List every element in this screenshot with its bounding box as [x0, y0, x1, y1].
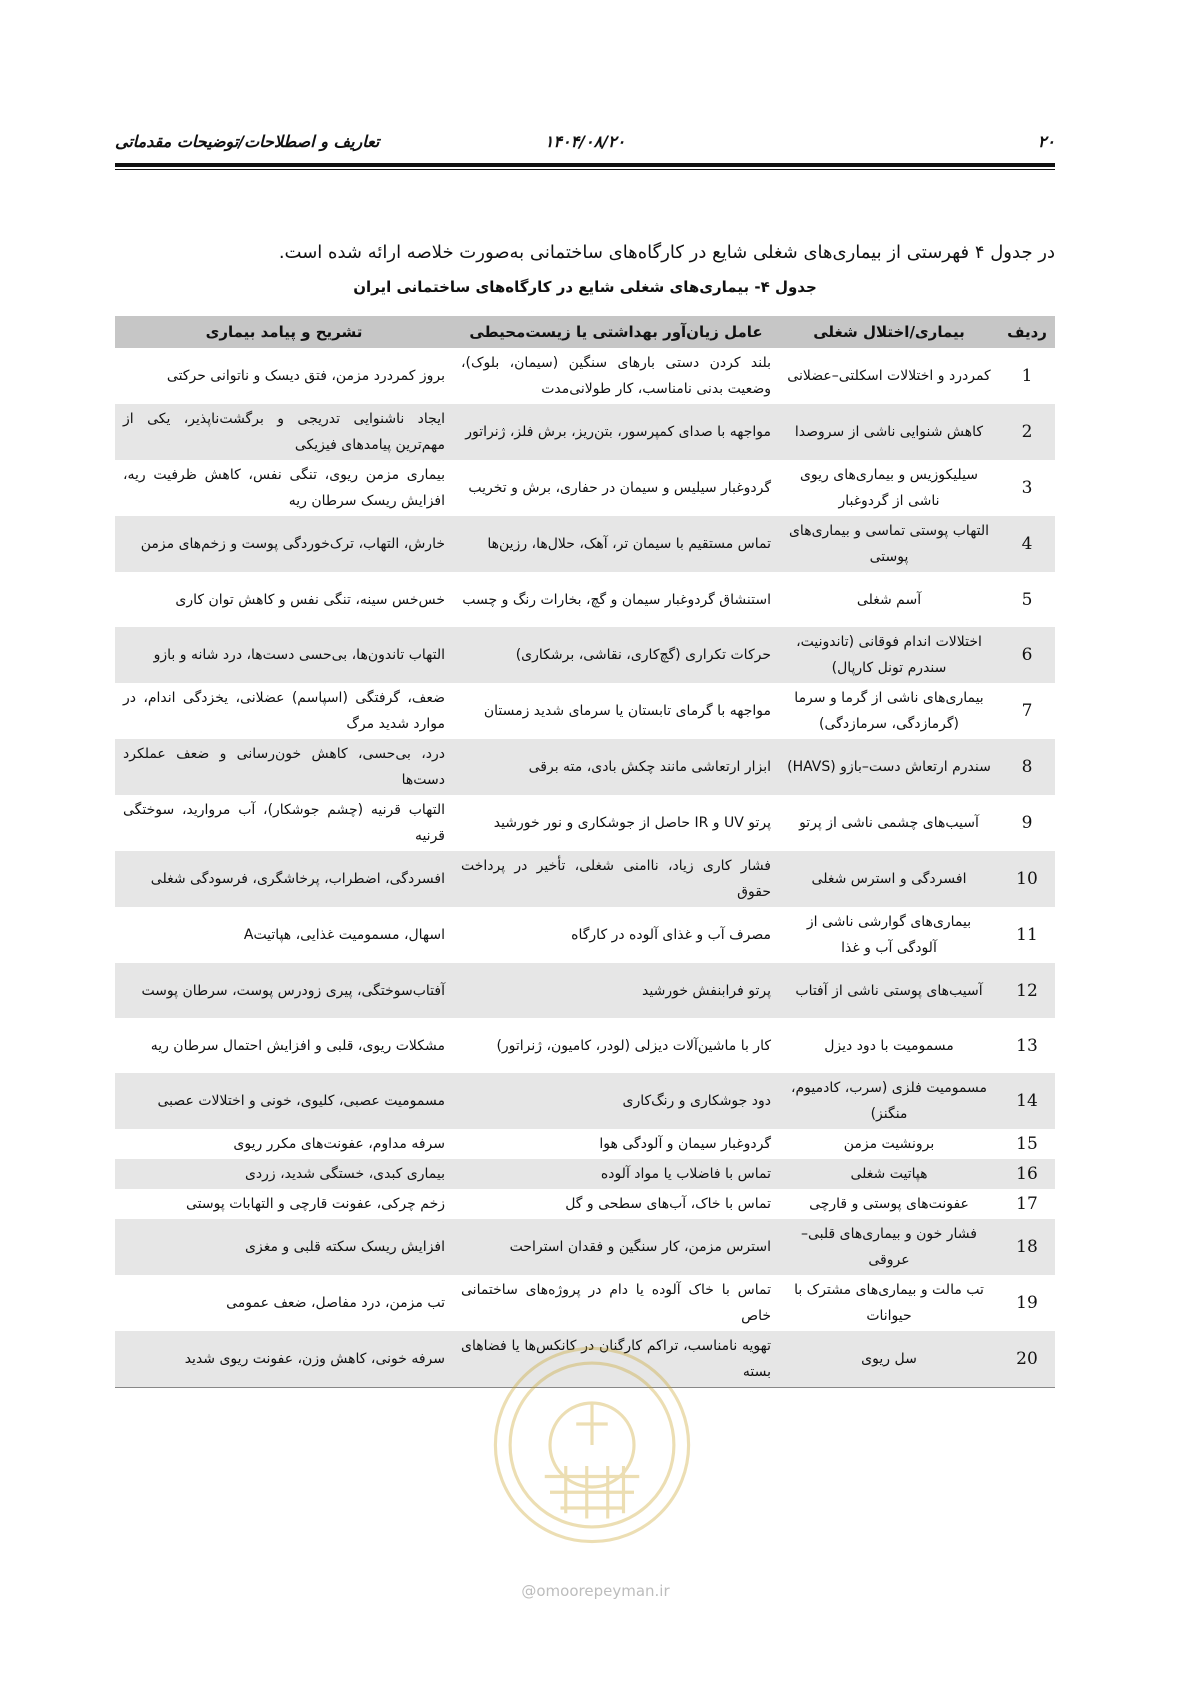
table-row: [115, 739, 1055, 795]
effect-cell: بروز کمردرد مزمن، فتق دیسک و ناتوانی حرکتی: [115, 348, 453, 404]
table-row: [115, 348, 1055, 404]
row-number-cell: 15: [999, 1129, 1055, 1159]
header-rule-thick: [115, 163, 1055, 167]
row-number-cell: 8: [999, 739, 1055, 795]
disease-cell: کاهش شنوایی ناشی از سروصدا: [779, 404, 999, 460]
table-row: [115, 572, 1055, 627]
table-row: [115, 1219, 1055, 1275]
factor-cell: استنشاق گردوغبار سیمان و گچ، بخارات رنگ و چسب: [453, 572, 779, 627]
disease-cell: التهاب پوستی تماسی و بیماری‌های پوستی: [779, 516, 999, 572]
effect-cell: سرفه مداوم، عفونت‌های مکرر ریوی: [115, 1129, 453, 1159]
header-disease: بیماری/اختلال شغلی: [779, 316, 999, 348]
table-row: [115, 1189, 1055, 1219]
effect-cell: سرفه خونی، کاهش وزن، عفونت ریوی شدید: [115, 1331, 453, 1387]
effect-cell: مسمومیت عصبی، کلیوی، خونی و اختلالات عصبی: [115, 1073, 453, 1129]
table-row: [115, 1331, 1055, 1387]
row-number-cell: 3: [999, 460, 1055, 516]
effect-cell: ایجاد ناشنوایی تدریجی و برگشت‌ناپذیر، یکی از مهم‌ترین پیامدهای فیزیکی: [115, 404, 453, 460]
effect-cell: بیماری کبدی، خستگی شدید، زردی: [115, 1159, 453, 1189]
table-row: [115, 851, 1055, 907]
effect-cell: بیماری مزمن ریوی، تنگی نفس، کاهش ظرفیت ریه، افزایش ریسک سرطان ریه: [115, 460, 453, 516]
effect-cell: خارش، التهاب، ترک‌خوردگی پوست و زخم‌های مزمن: [115, 516, 453, 572]
factor-cell: تماس با خاک، آب‌های سطحی و گل: [453, 1189, 779, 1219]
row-number-cell: 1: [999, 348, 1055, 404]
table-row: [115, 1073, 1055, 1129]
disease-cell: کمردرد و اختلالات اسکلتی–عضلانی: [779, 348, 999, 404]
row-number-cell: 17: [999, 1189, 1055, 1219]
disease-cell: مسمومیت با دود دیزل: [779, 1018, 999, 1073]
factor-cell: کار با ماشین‌آلات دیزلی (لودر، کامیون، ژنراتور): [453, 1018, 779, 1073]
row-number-cell: 11: [999, 907, 1055, 963]
disease-cell: برونشیت مزمن: [779, 1129, 999, 1159]
header-rule-thin: [115, 169, 1055, 170]
row-number-cell: 7: [999, 683, 1055, 739]
row-number-cell: 13: [999, 1018, 1055, 1073]
effect-cell: ضعف، گرفتگی (اسپاسم) عضلانی، یخزدگی اندام، در موارد شدید مرگ: [115, 683, 453, 739]
factor-cell: بلند کردن دستی بارهای سنگین (سیمان، بلوک)، وضعیت بدنی نامناسب، کار طولانی‌مدت: [453, 348, 779, 404]
row-number-cell: 5: [999, 572, 1055, 627]
table-row: [115, 516, 1055, 572]
table-row: [115, 963, 1055, 1018]
disease-cell: سیلیکوزیس و بیماری‌های ریوی ناشی از گردوغبار: [779, 460, 999, 516]
effect-cell: مشکلات ریوی، قلبی و افزایش احتمال سرطان ریه: [115, 1018, 453, 1073]
watermark-site: @omoorepeyman.ir: [521, 1582, 670, 1600]
effect-cell: تب مزمن، درد مفاصل، ضعف عمومی: [115, 1275, 453, 1331]
table-row: [115, 1129, 1055, 1159]
table-row: [115, 1159, 1055, 1189]
table-row: [115, 460, 1055, 516]
row-number-cell: 19: [999, 1275, 1055, 1331]
factor-cell: گردوغبار سیمان و آلودگی هوا: [453, 1129, 779, 1159]
factor-cell: پرتو فرابنفش خورشید: [453, 963, 779, 1018]
page-number: ۲۰: [1037, 132, 1055, 151]
factor-cell: دود جوشکاری و رنگ‌کاری: [453, 1073, 779, 1129]
factor-cell: استرس مزمن، کار سنگین و فقدان استراحت: [453, 1219, 779, 1275]
diseases-table: [115, 316, 1055, 1387]
disease-cell: سندرم ارتعاش دست–بازو (HAVS): [779, 739, 999, 795]
effect-cell: التهاب قرنیه (چشم جوشکار)، آب مروارید، سوختگی قرنیه: [115, 795, 453, 851]
header-date: ۱۴۰۴/۰۸/۲۰: [544, 132, 626, 151]
table-caption: جدول ۴- بیماری‌های شغلی شایع در کارگاه‌های ساختمانی ایران: [353, 278, 817, 296]
row-number-cell: 14: [999, 1073, 1055, 1129]
disease-cell: اختلالات اندام فوقانی (تاندونیت، سندرم تونل کارپال): [779, 627, 999, 683]
row-number-cell: 4: [999, 516, 1055, 572]
row-number-cell: 10: [999, 851, 1055, 907]
factor-cell: ابزار ارتعاشی مانند چکش بادی، مته برقی: [453, 739, 779, 795]
effect-cell: افسردگی، اضطراب، پرخاشگری، فرسودگی شغلی: [115, 851, 453, 907]
row-number-cell: 16: [999, 1159, 1055, 1189]
table-row: [115, 907, 1055, 963]
table-row: [115, 627, 1055, 683]
factor-cell: تماس با خاک آلوده یا دام در پروژه‌های ساختمانی خاص: [453, 1275, 779, 1331]
effect-cell: زخم چرکی، عفونت قارچی و التهابات پوستی: [115, 1189, 453, 1219]
effect-cell: درد، بی‌حسی، کاهش خون‌رسانی و ضعف عملکرد دست‌ها: [115, 739, 453, 795]
header-row-number: ردیف: [999, 316, 1055, 348]
effect-cell: التهاب تاندون‌ها، بی‌حسی دست‌ها، درد شانه و بازو: [115, 627, 453, 683]
disease-cell: بیماری‌های گوارشی ناشی از آلودگی آب و غذا: [779, 907, 999, 963]
factor-cell: مواجهه با گرمای تابستان یا سرمای شدید زمستان: [453, 683, 779, 739]
effect-cell: اسهال، مسمومیت غذایی، هپاتیتA: [115, 907, 453, 963]
row-number-cell: 6: [999, 627, 1055, 683]
page-header: [115, 132, 1055, 160]
table-row: [115, 1275, 1055, 1331]
row-number-cell: 2: [999, 404, 1055, 460]
row-number-cell: 9: [999, 795, 1055, 851]
header-section-title: تعاریف و اصطلاحات/توضیحات مقدماتی: [115, 132, 380, 151]
factor-cell: مصرف آب و غذای آلوده در کارگاه: [453, 907, 779, 963]
table-body: [115, 348, 1055, 1387]
disease-cell: آسیب‌های پوستی ناشی از آفتاب: [779, 963, 999, 1018]
disease-cell: افسردگی و استرس شغلی: [779, 851, 999, 907]
effect-cell: آفتاب‌سوختگی، پیری زودرس پوست، سرطان پوست: [115, 963, 453, 1018]
row-number-cell: 18: [999, 1219, 1055, 1275]
factor-cell: تماس مستقیم با سیمان تر، آهک، حلال‌ها، رزین‌ها: [453, 516, 779, 572]
factor-cell: تهویه نامناسب، تراکم کارگنان در کانکس‌ها یا فضاهای بسته: [453, 1331, 779, 1387]
factor-cell: مواجهه با صدای کمپرسور، بتن‌ریز، برش فلز، ژنراتور: [453, 404, 779, 460]
factor-cell: حرکات تکراری (گچ‌کاری، نقاشی، برشکاری): [453, 627, 779, 683]
factor-cell: گردوغبار سیلیس و سیمان در حفاری، برش و تخریب: [453, 460, 779, 516]
row-number-cell: 20: [999, 1331, 1055, 1387]
disease-cell: فشار خون و بیماری‌های قلبی–عروقی: [779, 1219, 999, 1275]
table-bottom-rule: [115, 1387, 1055, 1388]
header-factor: عامل زیان‌آور بهداشتی یا زیست‌محیطی: [453, 316, 779, 348]
table-header-row: [115, 316, 1055, 348]
disease-cell: هپاتیت شغلی: [779, 1159, 999, 1189]
header-effect: تشریح و پیامد بیماری: [115, 316, 453, 348]
factor-cell: پرتو UV و IR حاصل از جوشکاری و نور خورشید: [453, 795, 779, 851]
factor-cell: فشار کاری زیاد، ناامنی شغلی، تأخیر در پرداخت حقوق: [453, 851, 779, 907]
table-row: [115, 404, 1055, 460]
disease-cell: بیماری‌های ناشی از گرما و سرما (گرمازدگی، سرمازدگی): [779, 683, 999, 739]
disease-cell: عفونت‌های پوستی و قارچی: [779, 1189, 999, 1219]
disease-cell: تب مالت و بیماری‌های مشترک با حیوانات: [779, 1275, 999, 1331]
disease-cell: آسیب‌های چشمی ناشی از پرتو: [779, 795, 999, 851]
effect-cell: خس‌خس سینه، تنگی نفس و کاهش توان کاری: [115, 572, 453, 627]
disease-cell: مسمومیت فلزی (سرب، کادمیوم، منگنز): [779, 1073, 999, 1129]
factor-cell: تماس با فاضلاب یا مواد آلوده: [453, 1159, 779, 1189]
table-row: [115, 683, 1055, 739]
table-row: [115, 1018, 1055, 1073]
row-number-cell: 12: [999, 963, 1055, 1018]
table-row: [115, 795, 1055, 851]
disease-cell: سل ریوی: [779, 1331, 999, 1387]
disease-cell: آسم شغلی: [779, 572, 999, 627]
effect-cell: افزایش ریسک سکته قلبی و مغزی: [115, 1219, 453, 1275]
intro-paragraph: در جدول ۴ فهرستی از بیماری‌های شغلی شایع در کارگاه‌های ساختمانی به‌صورت خلاصه ارائه شده است.: [278, 242, 1055, 263]
